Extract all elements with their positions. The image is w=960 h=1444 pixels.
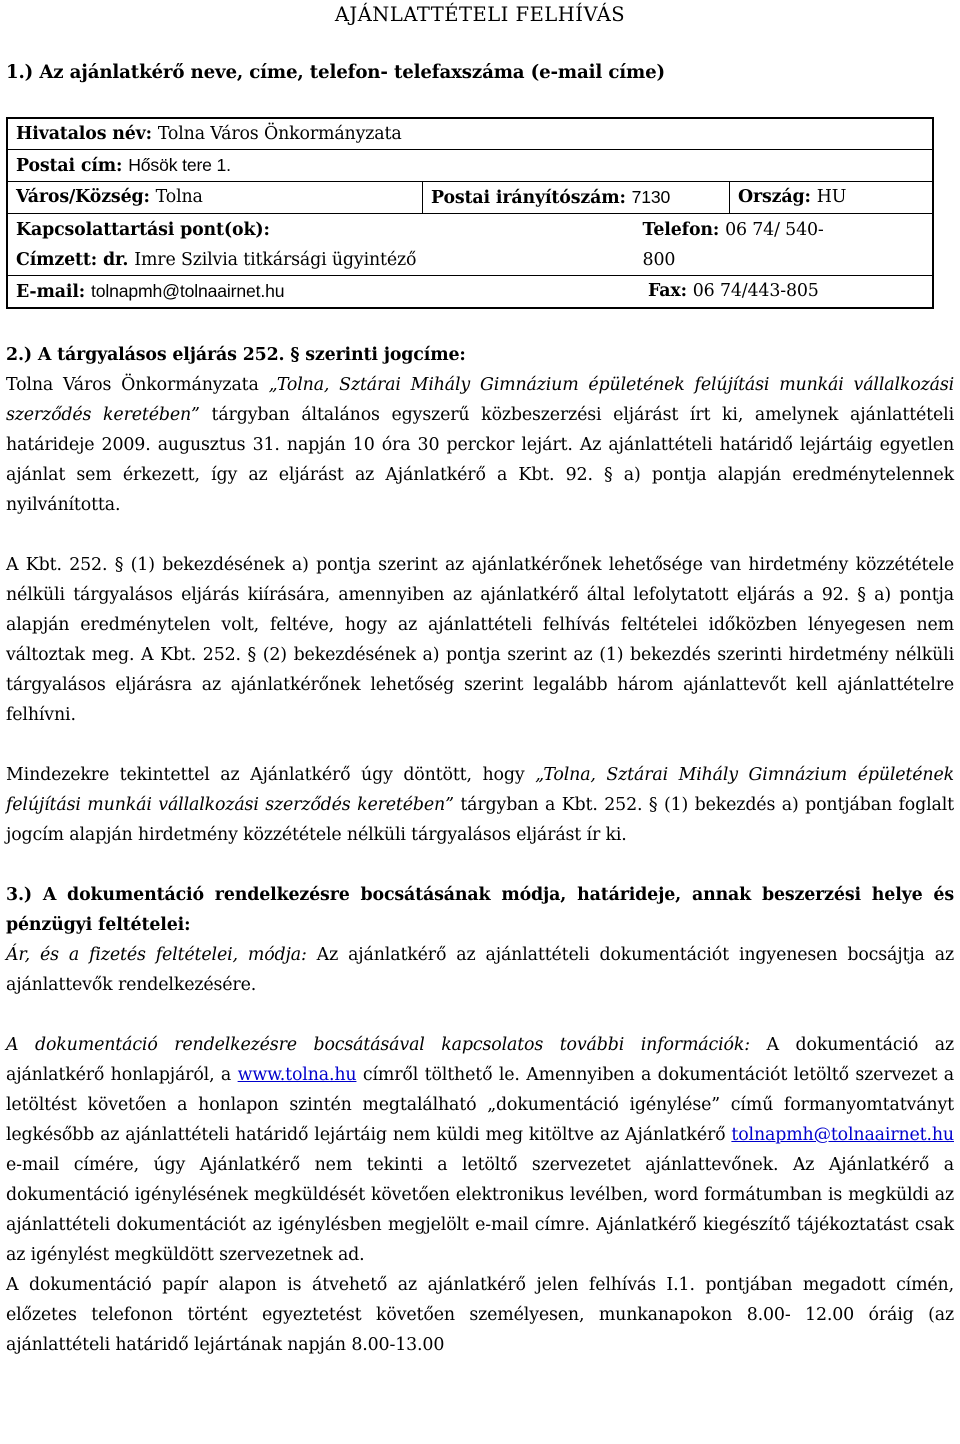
- section-2-paragraph-2: A Kbt. 252. § (1) bekezdésének a) pontja szerint az ajánlatkérőnek lehetősége van hirdetmény közzététele nélküli tárgyalásos eljárás kiírására, amennyiben az ajánlatkérő által lefolytatott eljárás a 92. § a) pontja alapján eredménytelen volt, feltéve, hogy az ajánlattételi felhívás feltételei időközben lényegesen nem változtak meg. A Kbt. 252. § (2) bekezdésének a) pontja szerint az (1) bekezdés szerinti hirdetmény nélküli tárgyalásos eljárásra az ajánlatkérőnek lehetőség szerint legalább három ajánlattevőt kell ajánlattételre felhívni.: [6, 555, 954, 725]
- postal-address-value: Hősök tere 1.: [128, 155, 231, 175]
- country-value: HU: [816, 187, 847, 207]
- postcode-label: Postai irányítószám:: [431, 188, 632, 208]
- contact-label: Kapcsolattartási pont(ok):: [16, 220, 270, 240]
- table-row-contact: [8, 214, 932, 276]
- addressee-value: Imre Szilvia titkársági ügyintéző: [134, 250, 417, 270]
- phone-value-line-2: 800: [642, 250, 676, 270]
- section-2-paragraph-1: Tolna Város Önkormányzata „Tolna, Sztárai Mihály Gimnázium épületének felújítási munkái vállalkozási szerződés keretében” tárgyban általános egyszerű közbeszerzési eljárást írt ki, amelynek ajánlattételi határideje 2009. augusztus 31. napján 10 óra 30 perckor lejárt. Az ajánlattételi határidő lejártáig egyetlen ajánlat sem érkezett, így az eljárást az Ajánlatkérő a Kbt. 92. § a) pontja alapján eredménytelennek nyilvánította.: [6, 375, 955, 515]
- document-title: AJÁNLATTÉTELI FELHÍVÁS: [334, 3, 626, 26]
- official-name-value: Tolna Város Önkormányzata: [157, 124, 402, 144]
- section-2-paragraph-3: Mindezekre tekintettel az Ajánlatkérő úgy döntött, hogy „Tolna, Sztárai Mihály Gimnázium épületének felújítási munkái vállalkozási szerződés keretében” tárgyban a Kbt. 252. § (1) bekezdés a) pontjában foglalt jogcím alapján hirdetmény közzététele nélküli tárgyalásos eljárást ír ki.: [6, 765, 954, 845]
- table-row-email: [8, 276, 932, 307]
- website-link[interactable]: www.tolna.hu: [237, 1065, 357, 1085]
- email-label: E-mail:: [16, 282, 91, 302]
- email-value: tolnapmh@tolnaairnet.hu: [90, 281, 285, 301]
- section-3-heading: 3.) A dokumentáció rendelkezésre bocsátásának módja, határideje, annak beszerzési helye és pénzügyi feltételei:: [6, 885, 954, 935]
- section-3-paragraph-3: A dokumentáció papír alapon is átvehető az ajánlatkérő jelen felhívás I.1. pontjában megadott címén, előzetes telefonon történt egyeztetést követően személyesen, munkanapokon 8.00- 12.00 óráig (az ajánlattételi határidő lejártának napján 8.00-13.00: [6, 1275, 954, 1355]
- official-name-label: Hivatalos név:: [16, 124, 158, 144]
- country-label: Ország:: [738, 187, 817, 207]
- section-2-heading: 2.) A tárgyalásos eljárás 252. § szerinti jogcíme:: [6, 345, 466, 365]
- table-row-city: [8, 182, 932, 214]
- postcode-value: 7130: [631, 187, 671, 207]
- section-3-paragraph-2: A dokumentáció rendelkezésre bocsátásával kapcsolatos további információk: A dokumentáció az ajánlatkérő honlapjáról, a www.tolna.hu címről tölthető le. Amennyiben a dokumentációt letöltő szervezet a letöltést követően a honlapon szintén megtalálható „dokumentáció igénylése” című formanyomtatványt legkésőbb az ajánlattételi határidő lejártáig nem küldi meg kitöltve az Ajánlatkérő tolnapmh@tolnaairnet.hu e-mail címére, úgy Ajánlatkérő nem tekinti a letöltő szervezetet ajánlattevőnek. Az Ajánlatkérő a dokumentáció igénylésének megküldését követően elektronikus levélben, word formátumban is megküldi az ajánlattételi dokumentációt az igénylésben megjelölt e-mail címre. Ajánlatkérő kiegészítő tájékoztatást csak az igénylést megküldött szervezetnek ad.: [6, 1035, 954, 1265]
- phone-label: Telefon:: [642, 220, 726, 240]
- addressee-label: Címzett: dr.: [16, 250, 135, 270]
- postal-address-label: Postai cím:: [16, 156, 129, 176]
- email-link[interactable]: tolnapmh@tolnaairnet.hu: [731, 1125, 954, 1145]
- table-row-official-name: [8, 119, 932, 150]
- section-1-heading: 1.) Az ajánlatkérő neve, címe, telefon- telefaxszáma (e-mail címe): [6, 62, 665, 83]
- table-row-postal-address: [8, 150, 932, 182]
- section-3-paragraph-1: Ár, és a fizetés feltételei, módja: Az ajánlatkérő az ajánlattételi dokumentációt ingyenesen bocsájtja az ajánlattevők rendelkezésére.: [6, 945, 954, 995]
- fax-value: 06 74/443-805: [692, 281, 819, 301]
- city-label: Város/Község:: [16, 187, 156, 207]
- phone-value-line-1: 06 74/ 540-: [725, 220, 824, 240]
- contact-info-table: [6, 117, 934, 309]
- document-body: [6, 340, 954, 1360]
- fax-label: Fax:: [648, 281, 693, 301]
- city-value: Tolna: [155, 187, 203, 207]
